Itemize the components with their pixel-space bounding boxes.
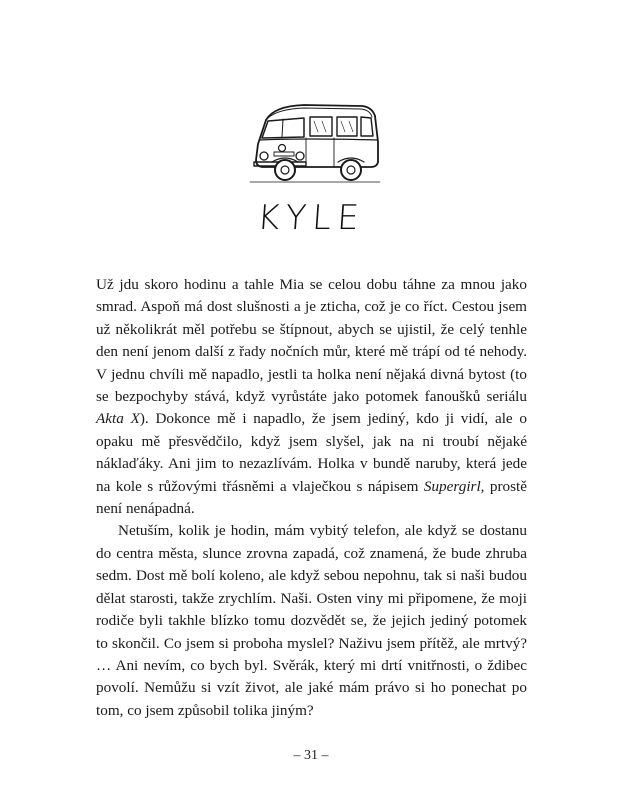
vw-van-icon (244, 98, 384, 190)
page-number: – 31 – (293, 748, 329, 763)
chapter-title: KYLE (255, 198, 367, 238)
paragraph-1: Už jdu skoro hodinu a tahle Mia se celou dobu táhne za mnou jako smrad. Aspoň má dost slušnosti a je zticha, což je co říct. Cestou jsem už několikrát měl potřebu se štípnout, abych se ujistil, že celý tenhle den není jenom další z řady nočních můr, které mě trápí od té nehody. V jednu chvíli mě napadlo, jestli ta holka není nějaká divná bytost (to se bezpochyby stává, když vyrůstáte jako potomek fanoušků seriálu Akta X). Dokonce mě i napadlo, že jsem jediný, kdo ji vidí, ale o opaku mě přesvědčilo, když jsem slyšel, jak na ni troubí nějaké náklaďáky. Ani jim to nezazlívám. Holka v bundě naruby, která jede na kole s růžovými třásněmi a vlaječkou s nápisem Supergirl, prostě není nenápadná. (96, 276, 527, 518)
paragraph-2: Netuším, kolik je hodin, mám vybitý telefon, ale když se dostanu do centra města, slunce zrovna zapadá, což znamená, že bude zhruba sedm. Dost mě bolí koleno, ale když sebou nepohnu, tak si naši budou dělat starosti, takže zrychlím. Naši. Osten viny mi připomene, že moji rodiče byli takhle blízko tomu dozvědět se, že jejich jediný potomek to skončil. Co jsem si proboha myslel? Naživu jsem přítěž, ale mrtvý? … Ani nevím, co bych byl. Svěrák, který mi drtí vnitřnosti, o ždibec povolí. Nemůžu si vzít život, ale jaké mám právo si ho ponechat po tom, co jsem způsobil tolika jiným? (96, 522, 527, 719)
chapter-body (96, 274, 527, 722)
